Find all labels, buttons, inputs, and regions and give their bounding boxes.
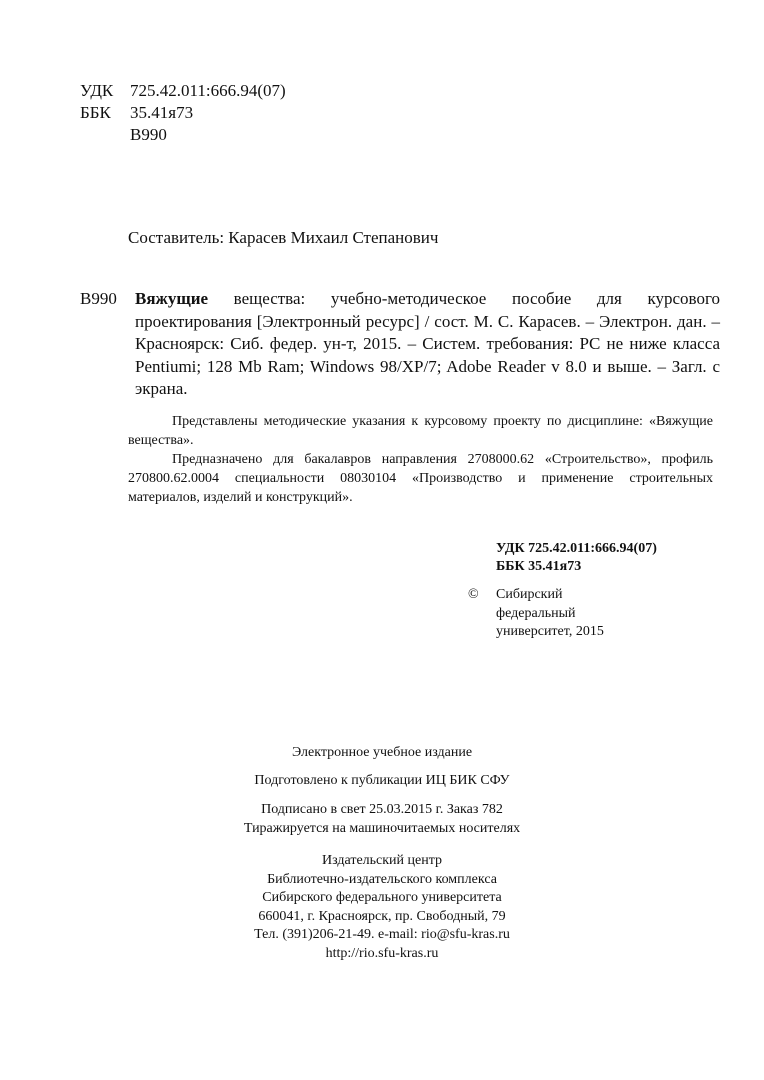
- udk-row: [80, 80, 286, 102]
- author-mark: В990: [130, 125, 167, 144]
- publisher-line-1: Издательский центр: [321, 853, 443, 868]
- author-mark-row: [80, 124, 286, 146]
- bbk-value: 35.41я73: [130, 103, 194, 122]
- publisher-contacts: Тел. (391)206-21-49. e-mail: rio@sfu-kras.ru: [254, 927, 510, 942]
- compiler-line: Составитель: Карасев Михаил Степанович: [128, 228, 439, 247]
- imprint-distributed: Тиражируется на машиночитаемых носителях: [243, 820, 521, 836]
- publisher-website: http://rio.sfu-kras.ru: [325, 945, 439, 961]
- copyright-line-2: федеральный: [496, 605, 576, 621]
- publisher-line-2: Библиотечно-издательского комплекса: [267, 871, 497, 887]
- imprint-signed-block: [0, 801, 764, 838]
- right-udk: УДК 725.42.011:666.94(07): [496, 541, 657, 556]
- annotation-paragraph-2: Предназначено для бакалавров направления 2708000.62 «Строительство», профиль 270800.62.0004 специальности 08030104 «Производство и применение строительных материалов, изделий и конструкций».: [128, 452, 713, 505]
- imprint-publisher-block: [0, 852, 764, 963]
- copyright-line-1: Сибирский: [496, 587, 563, 602]
- imprint-signed: Подписано в свет 25.03.2015 г. Заказ 782: [261, 802, 503, 817]
- annotation-paragraph-1: Представлены методические указания к курсовому проекту по дисциплине: «Вяжущие вещества».: [128, 414, 713, 448]
- record-title: Вяжущие: [135, 289, 209, 308]
- copyright-text: [496, 586, 604, 642]
- right-bbk: ББК 35.41я73: [496, 559, 582, 574]
- classification-block: [80, 80, 286, 146]
- copyright-line-3: университет, 2015: [496, 624, 604, 639]
- imprint-prepared: Подготовлено к публикации ИЦ БИК СФУ: [254, 773, 510, 788]
- right-classification: [496, 540, 657, 576]
- copyright-icon: ©: [468, 587, 479, 602]
- record-text: [135, 288, 720, 401]
- record-code: В990: [80, 289, 117, 308]
- publisher-address: 660041, г. Красноярск, пр. Свободный, 79: [258, 908, 506, 924]
- record-description: вещества: учебно-методическое пособие для курсового проектирования [Электронный ресурс] / сост. М. С. Карасев. – Электрон. дан. – Красноярск: Сиб. федер. ун-т, 2015. – Систем. требования: PC не ниже класса Pentiumi; 128 Mb Ram; Windows 98/XP/7; Adobe Reader v 8.0 и выше. – Загл. с экрана.: [135, 289, 720, 398]
- publisher-line-3: Сибирского федерального университета: [262, 890, 502, 905]
- bbk-label: ББК: [80, 103, 111, 122]
- imprint-edition: Электронное учебное издание: [291, 745, 473, 760]
- udk-value: 725.42.011:666.94(07): [130, 81, 286, 100]
- udk-label: УДК: [80, 81, 114, 100]
- annotation: [128, 412, 713, 507]
- bbk-row: [80, 102, 286, 124]
